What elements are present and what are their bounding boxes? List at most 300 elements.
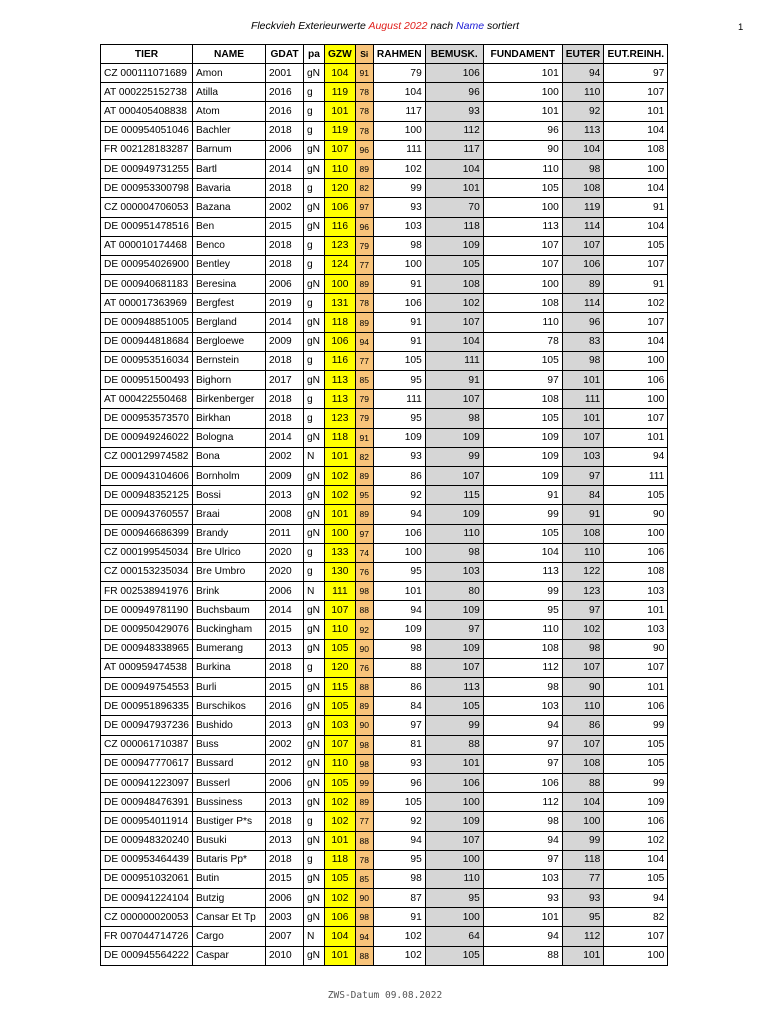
cell-euter: 106 (562, 255, 604, 274)
cell-euter: 108 (562, 524, 604, 543)
cell-bemuskelung: 101 (425, 754, 483, 773)
cell-name: Caspar (193, 946, 266, 965)
cell-bemuskelung: 104 (425, 159, 483, 178)
cell-gdat: 2018 (266, 850, 304, 869)
cell-tier: DE 000953464439 (101, 850, 193, 869)
cell-bemuskelung: 105 (425, 697, 483, 716)
cell-bemuskelung: 111 (425, 351, 483, 370)
cell-euter: 112 (562, 927, 604, 946)
cell-euter-reinheit: 100 (604, 351, 668, 370)
cell-bemuskelung: 100 (425, 908, 483, 927)
cell-pa: g (304, 850, 325, 869)
cell-fundament: 110 (483, 313, 562, 332)
cell-tier: CZ 000129974582 (101, 447, 193, 466)
cell-fundament: 97 (483, 850, 562, 869)
cell-bemuskelung: 101 (425, 179, 483, 198)
cell-name: Buckingham (193, 620, 266, 639)
cell-rahmen: 95 (373, 409, 425, 428)
cell-gdat: 2018 (266, 351, 304, 370)
cell-gdat: 2014 (266, 313, 304, 332)
cell-rahmen: 98 (373, 869, 425, 888)
cell-tier: DE 000951896335 (101, 697, 193, 716)
cell-fundament: 104 (483, 543, 562, 562)
table-row (101, 428, 668, 447)
cell-bemuskelung: 64 (425, 927, 483, 946)
cell-si: 89 (355, 697, 373, 716)
cell-bemuskelung: 100 (425, 850, 483, 869)
cell-si: 89 (355, 313, 373, 332)
cell-euter-reinheit: 106 (604, 371, 668, 390)
title-month: August 2022 (368, 20, 428, 32)
cell-si: 98 (355, 582, 373, 601)
cell-gdat: 2018 (266, 658, 304, 677)
cell-gdat: 2006 (266, 889, 304, 908)
cell-tier: AT 000017363969 (101, 294, 193, 313)
cell-gdat: 2013 (266, 716, 304, 735)
cell-euter-reinheit: 105 (604, 486, 668, 505)
cell-gzw: 118 (325, 428, 356, 447)
cell-rahmen: 102 (373, 927, 425, 946)
column-header-name: NAME (193, 45, 266, 64)
cell-gzw: 110 (325, 159, 356, 178)
cell-fundament: 107 (483, 255, 562, 274)
cell-euter: 110 (562, 83, 604, 102)
exterior-values-table (100, 44, 668, 966)
cell-tier: FR 002538941976 (101, 582, 193, 601)
cell-euter: 89 (562, 275, 604, 294)
cell-gdat: 2002 (266, 447, 304, 466)
cell-euter-reinheit: 107 (604, 313, 668, 332)
cell-rahmen: 117 (373, 102, 425, 121)
cell-bemuskelung: 110 (425, 869, 483, 888)
cell-tier: DE 000953516034 (101, 351, 193, 370)
cell-euter-reinheit: 94 (604, 447, 668, 466)
cell-fundament: 112 (483, 658, 562, 677)
cell-si: 96 (355, 140, 373, 159)
cell-gzw: 101 (325, 946, 356, 965)
cell-gdat: 2015 (266, 869, 304, 888)
cell-bemuskelung: 110 (425, 524, 483, 543)
cell-rahmen: 100 (373, 543, 425, 562)
cell-pa: gN (304, 946, 325, 965)
zws-date-footer: ZWS-Datum 09.08.2022 (327, 990, 443, 1001)
cell-tier: DE 000954011914 (101, 812, 193, 831)
cell-gdat: 2015 (266, 678, 304, 697)
cell-euter-reinheit: 91 (604, 275, 668, 294)
cell-euter-reinheit: 106 (604, 812, 668, 831)
table-row (101, 159, 668, 178)
cell-name: Bussard (193, 754, 266, 773)
cell-bemuskelung: 106 (425, 773, 483, 792)
table-row (101, 447, 668, 466)
cell-gzw: 111 (325, 582, 356, 601)
cell-bemuskelung: 109 (425, 639, 483, 658)
cell-gdat: 2015 (266, 620, 304, 639)
cell-fundament: 103 (483, 869, 562, 888)
cell-tier: DE 000949781190 (101, 601, 193, 620)
cell-rahmen: 100 (373, 255, 425, 274)
cell-si: 88 (355, 946, 373, 965)
table-body (101, 64, 668, 966)
table-row (101, 889, 668, 908)
cell-name: Busuki (193, 831, 266, 850)
cell-gzw: 115 (325, 678, 356, 697)
cell-pa: gN (304, 831, 325, 850)
cell-gzw: 118 (325, 850, 356, 869)
cell-gdat: 2018 (266, 812, 304, 831)
cell-rahmen: 111 (373, 140, 425, 159)
cell-bemuskelung: 115 (425, 486, 483, 505)
cell-rahmen: 91 (373, 908, 425, 927)
cell-name: Bergloewe (193, 332, 266, 351)
cell-gzw: 100 (325, 524, 356, 543)
cell-pa: gN (304, 735, 325, 754)
cell-tier: DE 000948476391 (101, 793, 193, 812)
table-row (101, 697, 668, 716)
cell-name: Atom (193, 102, 266, 121)
table-row (101, 601, 668, 620)
cell-fundament: 96 (483, 121, 562, 140)
cell-bemuskelung: 107 (425, 658, 483, 677)
cell-si: 94 (355, 927, 373, 946)
cell-gdat: 2020 (266, 543, 304, 562)
cell-name: Bentley (193, 255, 266, 274)
cell-gdat: 2001 (266, 64, 304, 83)
cell-tier: CZ 000004706053 (101, 198, 193, 217)
cell-gdat: 2013 (266, 793, 304, 812)
cell-gdat: 2012 (266, 754, 304, 773)
table-row (101, 255, 668, 274)
cell-si: 98 (355, 735, 373, 754)
table-row (101, 505, 668, 524)
column-header-bemuskelung: BEMUSK. (425, 45, 483, 64)
cell-name: Beresina (193, 275, 266, 294)
cell-gzw: 104 (325, 64, 356, 83)
cell-name: Bornholm (193, 466, 266, 485)
cell-euter-reinheit: 105 (604, 754, 668, 773)
cell-gzw: 119 (325, 121, 356, 140)
cell-tier: DE 000948352125 (101, 486, 193, 505)
cell-si: 90 (355, 639, 373, 658)
cell-name: Bre Ulrico (193, 543, 266, 562)
cell-gdat: 2018 (266, 121, 304, 140)
cell-pa: gN (304, 754, 325, 773)
cell-bemuskelung: 99 (425, 716, 483, 735)
cell-si: 94 (355, 332, 373, 351)
cell-euter-reinheit: 107 (604, 658, 668, 677)
cell-euter-reinheit: 109 (604, 793, 668, 812)
cell-euter: 101 (562, 409, 604, 428)
cell-rahmen: 103 (373, 217, 425, 236)
cell-fundament: 109 (483, 428, 562, 447)
table-row (101, 466, 668, 485)
cell-si: 79 (355, 236, 373, 255)
cell-pa: g (304, 102, 325, 121)
cell-euter-reinheit: 100 (604, 946, 668, 965)
cell-euter: 113 (562, 121, 604, 140)
cell-euter-reinheit: 108 (604, 140, 668, 159)
cell-name: Buss (193, 735, 266, 754)
cell-euter: 118 (562, 850, 604, 869)
cell-tier: AT 000959474538 (101, 658, 193, 677)
cell-rahmen: 92 (373, 486, 425, 505)
cell-bemuskelung: 96 (425, 83, 483, 102)
table-row (101, 486, 668, 505)
table-row (101, 562, 668, 581)
cell-euter: 88 (562, 773, 604, 792)
cell-name: Bachler (193, 121, 266, 140)
cell-si: 77 (355, 812, 373, 831)
cell-euter: 86 (562, 716, 604, 735)
table-row (101, 831, 668, 850)
cell-bemuskelung: 97 (425, 620, 483, 639)
cell-pa: gN (304, 275, 325, 294)
cell-rahmen: 92 (373, 812, 425, 831)
cell-pa: gN (304, 601, 325, 620)
table-row (101, 121, 668, 140)
cell-gzw: 104 (325, 927, 356, 946)
cell-pa: gN (304, 620, 325, 639)
cell-tier: DE 000954051046 (101, 121, 193, 140)
cell-name: Buchsbaum (193, 601, 266, 620)
cell-tier: AT 000225152738 (101, 83, 193, 102)
cell-si: 89 (355, 159, 373, 178)
cell-euter-reinheit: 100 (604, 524, 668, 543)
cell-pa: gN (304, 773, 325, 792)
column-header-tier: TIER (101, 45, 193, 64)
cell-euter: 110 (562, 543, 604, 562)
cell-bemuskelung: 106 (425, 64, 483, 83)
cell-pa: g (304, 255, 325, 274)
cell-euter-reinheit: 104 (604, 332, 668, 351)
cell-euter-reinheit: 97 (604, 64, 668, 83)
page-number: 1 (738, 22, 744, 33)
cell-gzw: 130 (325, 562, 356, 581)
table-row (101, 217, 668, 236)
cell-gzw: 116 (325, 351, 356, 370)
cell-tier: DE 000948320240 (101, 831, 193, 850)
cell-tier: DE 000949246022 (101, 428, 193, 447)
cell-euter-reinheit: 90 (604, 639, 668, 658)
cell-euter-reinheit: 101 (604, 102, 668, 121)
table-row (101, 313, 668, 332)
cell-euter-reinheit: 100 (604, 159, 668, 178)
cell-bemuskelung: 93 (425, 102, 483, 121)
cell-euter-reinheit: 99 (604, 716, 668, 735)
cell-euter-reinheit: 82 (604, 908, 668, 927)
cell-rahmen: 102 (373, 946, 425, 965)
cell-si: 76 (355, 562, 373, 581)
cell-gzw: 100 (325, 275, 356, 294)
cell-name: Bona (193, 447, 266, 466)
cell-tier: DE 000953573570 (101, 409, 193, 428)
table-row (101, 754, 668, 773)
cell-name: Butzig (193, 889, 266, 908)
cell-bemuskelung: 109 (425, 505, 483, 524)
cell-fundament: 107 (483, 236, 562, 255)
cell-gdat: 2002 (266, 198, 304, 217)
cell-fundament: 94 (483, 716, 562, 735)
cell-si: 90 (355, 716, 373, 735)
cell-fundament: 93 (483, 889, 562, 908)
cell-tier: DE 000948338965 (101, 639, 193, 658)
cell-fundament: 106 (483, 773, 562, 792)
cell-euter: 111 (562, 390, 604, 409)
cell-gdat: 2016 (266, 83, 304, 102)
cell-euter-reinheit: 94 (604, 889, 668, 908)
cell-gzw: 119 (325, 83, 356, 102)
cell-rahmen: 86 (373, 678, 425, 697)
cell-si: 97 (355, 198, 373, 217)
table-row (101, 850, 668, 869)
cell-euter-reinheit: 101 (604, 678, 668, 697)
table-row (101, 678, 668, 697)
cell-gdat: 2006 (266, 275, 304, 294)
cell-gzw: 133 (325, 543, 356, 562)
cell-name: Barnum (193, 140, 266, 159)
column-header-si: Si (355, 45, 373, 64)
cell-euter: 98 (562, 639, 604, 658)
cell-euter: 91 (562, 505, 604, 524)
table-row (101, 946, 668, 965)
cell-name: Amon (193, 64, 266, 83)
cell-pa: gN (304, 678, 325, 697)
cell-si: 89 (355, 793, 373, 812)
cell-gdat: 2010 (266, 946, 304, 965)
cell-euter: 77 (562, 869, 604, 888)
cell-si: 91 (355, 64, 373, 83)
cell-bemuskelung: 99 (425, 447, 483, 466)
cell-pa: gN (304, 505, 325, 524)
cell-bemuskelung: 98 (425, 543, 483, 562)
cell-bemuskelung: 112 (425, 121, 483, 140)
cell-rahmen: 111 (373, 390, 425, 409)
cell-gzw: 103 (325, 716, 356, 735)
cell-fundament: 113 (483, 217, 562, 236)
cell-euter-reinheit: 90 (604, 505, 668, 524)
cell-rahmen: 105 (373, 351, 425, 370)
cell-bemuskelung: 109 (425, 428, 483, 447)
table-row (101, 390, 668, 409)
cell-rahmen: 101 (373, 582, 425, 601)
cell-rahmen: 109 (373, 428, 425, 447)
cell-name: Bustiger P*s (193, 812, 266, 831)
cell-gdat: 2018 (266, 179, 304, 198)
cell-gdat: 2020 (266, 562, 304, 581)
table-row (101, 332, 668, 351)
cell-fundament: 101 (483, 102, 562, 121)
cell-gdat: 2018 (266, 409, 304, 428)
cell-pa: g (304, 390, 325, 409)
column-header-fundament: FUNDAMENT (483, 45, 562, 64)
cell-euter: 114 (562, 294, 604, 313)
cell-si: 98 (355, 754, 373, 773)
cell-gzw: 110 (325, 620, 356, 639)
cell-fundament: 97 (483, 754, 562, 773)
table-row (101, 64, 668, 83)
cell-gzw: 107 (325, 735, 356, 754)
table-row (101, 773, 668, 792)
cell-fundament: 113 (483, 562, 562, 581)
cell-pa: g (304, 294, 325, 313)
cell-name: Braai (193, 505, 266, 524)
cell-fundament: 97 (483, 735, 562, 754)
cell-gdat: 2011 (266, 524, 304, 543)
cell-si: 97 (355, 524, 373, 543)
cell-gzw: 102 (325, 812, 356, 831)
cell-gzw: 101 (325, 505, 356, 524)
cell-euter: 104 (562, 793, 604, 812)
cell-rahmen: 91 (373, 275, 425, 294)
cell-name: Bernstein (193, 351, 266, 370)
cell-fundament: 100 (483, 198, 562, 217)
cell-fundament: 112 (483, 793, 562, 812)
table-row (101, 735, 668, 754)
table-row (101, 908, 668, 927)
cell-euter: 96 (562, 313, 604, 332)
cell-fundament: 98 (483, 678, 562, 697)
cell-fundament: 105 (483, 524, 562, 543)
cell-pa: gN (304, 198, 325, 217)
cell-pa: gN (304, 217, 325, 236)
cell-pa: gN (304, 889, 325, 908)
cell-bemuskelung: 105 (425, 946, 483, 965)
cell-euter: 97 (562, 466, 604, 485)
table-row (101, 639, 668, 658)
cell-euter-reinheit: 111 (604, 466, 668, 485)
cell-gzw: 120 (325, 179, 356, 198)
cell-si: 89 (355, 505, 373, 524)
cell-gzw: 107 (325, 140, 356, 159)
cell-name: Birkhan (193, 409, 266, 428)
cell-euter: 83 (562, 332, 604, 351)
cell-rahmen: 105 (373, 793, 425, 812)
cell-rahmen: 84 (373, 697, 425, 716)
cell-fundament: 95 (483, 601, 562, 620)
cell-gzw: 101 (325, 102, 356, 121)
cell-euter-reinheit: 102 (604, 831, 668, 850)
cell-si: 79 (355, 390, 373, 409)
cell-euter: 107 (562, 428, 604, 447)
cell-name: Brandy (193, 524, 266, 543)
cell-euter: 119 (562, 198, 604, 217)
cell-gdat: 2003 (266, 908, 304, 927)
cell-tier: DE 000947770617 (101, 754, 193, 773)
cell-gzw: 102 (325, 793, 356, 812)
cell-tier: DE 000945564222 (101, 946, 193, 965)
cell-gzw: 120 (325, 658, 356, 677)
cell-si: 78 (355, 83, 373, 102)
cell-pa: N (304, 582, 325, 601)
cell-tier: FR 007044714726 (101, 927, 193, 946)
cell-fundament: 94 (483, 831, 562, 850)
cell-tier: AT 000405408838 (101, 102, 193, 121)
cell-fundament: 101 (483, 64, 562, 83)
cell-rahmen: 95 (373, 562, 425, 581)
cell-euter-reinheit: 105 (604, 236, 668, 255)
cell-name: Birkenberger (193, 390, 266, 409)
cell-tier: DE 000940681183 (101, 275, 193, 294)
cell-name: Bussiness (193, 793, 266, 812)
table-row (101, 524, 668, 543)
table-row (101, 236, 668, 255)
cell-euter: 94 (562, 64, 604, 83)
cell-gzw: 106 (325, 332, 356, 351)
cell-euter-reinheit: 101 (604, 428, 668, 447)
cell-name: Bologna (193, 428, 266, 447)
cell-gdat: 2016 (266, 102, 304, 121)
cell-fundament: 90 (483, 140, 562, 159)
